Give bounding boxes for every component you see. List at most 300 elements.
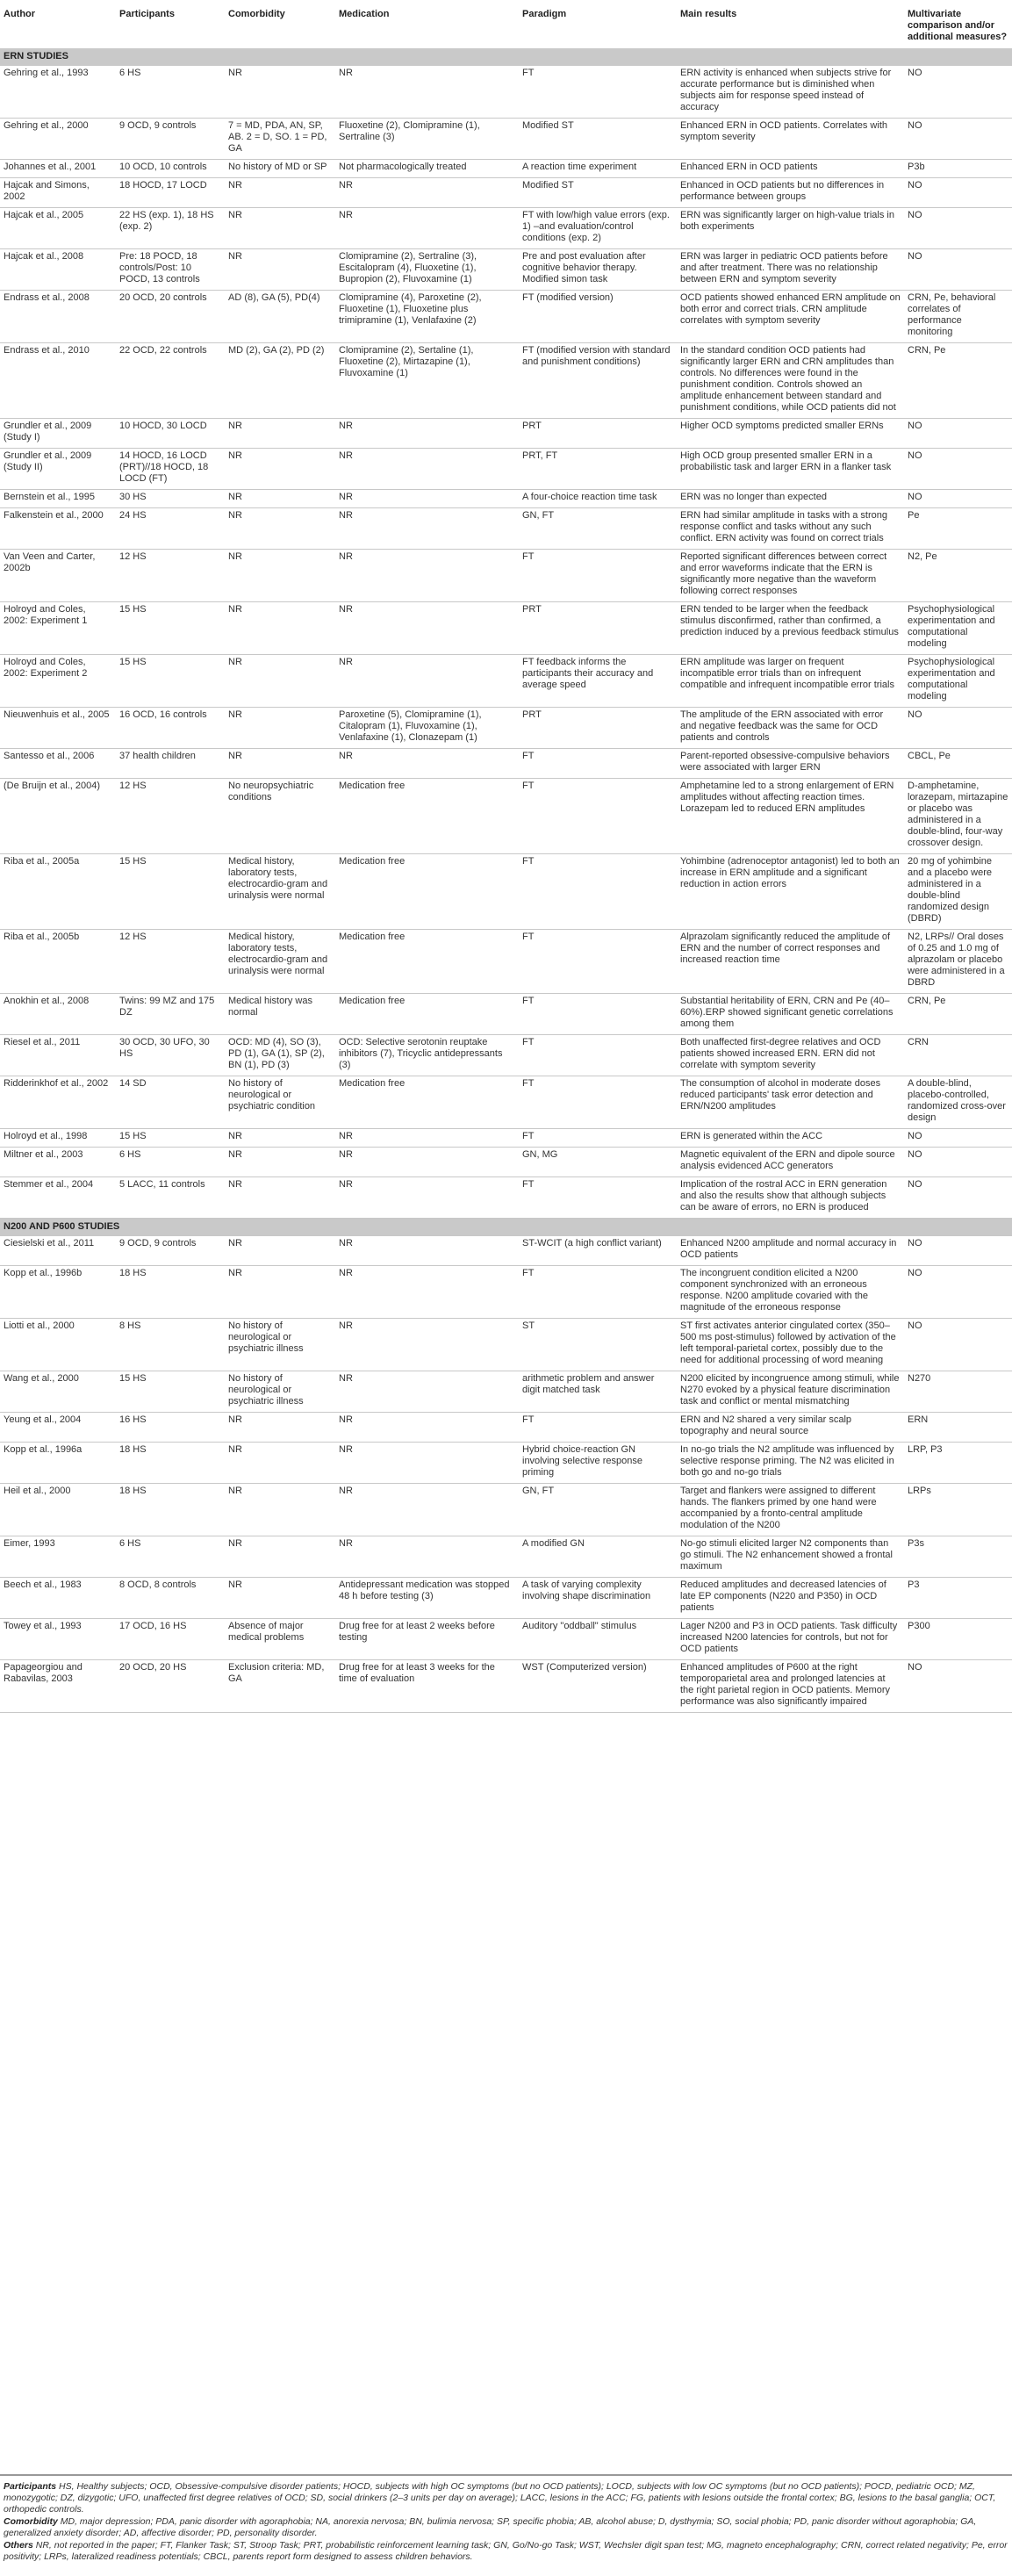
table-row bbox=[0, 1266, 1012, 1319]
table-cell: NR bbox=[225, 655, 335, 708]
table-cell: NR bbox=[225, 419, 335, 449]
table-cell: Clomipramine (2), Sertraline (3), Escitalopram (4), Fluoxetine (1), Bupropion (2), Fluvoxamine (1) bbox=[335, 249, 519, 291]
table-cell: FT bbox=[519, 1129, 677, 1148]
table-cell: ST-WCIT (a high conflict variant) bbox=[519, 1236, 677, 1266]
table-cell: NR bbox=[335, 1129, 519, 1148]
table-row bbox=[0, 1035, 1012, 1076]
table-footnotes bbox=[0, 2474, 1012, 2564]
table-cell: Ciesielski et al., 2011 bbox=[0, 1236, 116, 1266]
table-cell: Modified ST bbox=[519, 119, 677, 160]
table-row bbox=[0, 1484, 1012, 1536]
table-cell: The incongruent condition elicited a N200 component synchronized with an erroneous response. N200 amplitude covaried with the magnitude of the erroneous response bbox=[677, 1266, 904, 1319]
column-header: Comorbidity bbox=[228, 9, 285, 19]
table-cell: NO bbox=[904, 708, 1012, 749]
table-cell: 24 HS bbox=[116, 508, 225, 550]
table-cell: Paroxetine (5), Clomipramine (1), Citalopram (1), Fluvoxamine (1), Venlafaxine (1), Clonazepam (1) bbox=[335, 708, 519, 749]
table-cell: The amplitude of the ERN associated with error and negative feedback was the same for OCD patients and controls bbox=[677, 708, 904, 749]
table-cell: A double-blind, placebo-controlled, randomized cross-over design bbox=[904, 1076, 1012, 1129]
table-cell: No history of neurological or psychiatric condition bbox=[225, 1076, 335, 1129]
table-cell: Medication free bbox=[335, 930, 519, 994]
table-cell: Drug free for at least 3 weeks for the time of evaluation bbox=[335, 1660, 519, 1713]
table-cell: Ridderinkhof et al., 2002 bbox=[0, 1076, 116, 1129]
table-cell: N270 bbox=[904, 1371, 1012, 1413]
table-cell: No-go stimuli elicited larger N2 components than go stimuli. The N2 enhancement showed a frontal maximum bbox=[677, 1536, 904, 1578]
header-row bbox=[0, 0, 1012, 48]
table-cell: Target and flankers were assigned to different hands. The flankers primed by one hand were accompanied by a fronto-central amplitude modulation of the N200 bbox=[677, 1484, 904, 1536]
table-row bbox=[0, 930, 1012, 994]
table-cell: CRN, Pe bbox=[904, 343, 1012, 419]
table-cell: FT bbox=[519, 1177, 677, 1219]
table-cell: NO bbox=[904, 1660, 1012, 1713]
table-cell: ERN tended to be larger when the feedback stimulus disconfirmed, rather than confirmed, a prediction induced by a previous feedback stimulus bbox=[677, 602, 904, 655]
table-cell: A four-choice reaction time task bbox=[519, 490, 677, 508]
table-row bbox=[0, 1319, 1012, 1371]
table-cell: NO bbox=[904, 449, 1012, 490]
table-cell: Enhanced in OCD patients but no differences in performance between groups bbox=[677, 178, 904, 208]
table-cell: NR bbox=[225, 1484, 335, 1536]
table-cell: Hajcak et al., 2005 bbox=[0, 208, 116, 249]
table-cell: FT bbox=[519, 994, 677, 1035]
table-cell: NR bbox=[225, 66, 335, 119]
table-cell: 30 OCD, 30 UFO, 30 HS bbox=[116, 1035, 225, 1076]
table-cell: Grundler et al., 2009 (Study I) bbox=[0, 419, 116, 449]
table-cell: NO bbox=[904, 178, 1012, 208]
table-cell: 16 OCD, 16 controls bbox=[116, 708, 225, 749]
section-header-row bbox=[0, 1219, 1012, 1236]
table-row bbox=[0, 449, 1012, 490]
table-cell: CBCL, Pe bbox=[904, 749, 1012, 779]
table-cell: In the standard condition OCD patients had significantly larger ERN and CRN amplitudes than controls. No differences were found in the punishment condition. Controls showed an amplitude enhancement between standard and punishment conditions, while OCD patients did not bbox=[677, 343, 904, 419]
table-row bbox=[0, 854, 1012, 930]
footnote bbox=[4, 2516, 1008, 2539]
table-cell: ERN amplitude was larger on frequent incompatible error trials than on infrequent compatible and infrequent incompatible error trials bbox=[677, 655, 904, 708]
table-cell: NR bbox=[225, 1236, 335, 1266]
table-row bbox=[0, 1536, 1012, 1578]
table-cell: NO bbox=[904, 119, 1012, 160]
table-cell: 12 HS bbox=[116, 550, 225, 602]
table-cell: NR bbox=[335, 449, 519, 490]
table-cell: Yeung et al., 2004 bbox=[0, 1413, 116, 1443]
table-cell: NR bbox=[225, 1578, 335, 1619]
table-cell: Reduced amplitudes and decreased latencies of late EP components (N220 and P350) in OCD patients bbox=[677, 1578, 904, 1619]
table-cell: Psychophysiological experimentation and computational modeling bbox=[904, 602, 1012, 655]
table-cell: 37 health children bbox=[116, 749, 225, 779]
table-row bbox=[0, 178, 1012, 208]
table-cell: CRN, Pe, behavioral correlates of performance monitoring bbox=[904, 291, 1012, 343]
table-cell: Gehring et al., 1993 bbox=[0, 66, 116, 119]
table-cell: NR bbox=[335, 1236, 519, 1266]
table-cell: P3b bbox=[904, 160, 1012, 178]
table-row bbox=[0, 779, 1012, 854]
table-cell: FT bbox=[519, 854, 677, 930]
table-cell: 12 HS bbox=[116, 779, 225, 854]
table-cell: 14 HOCD, 16 LOCD (PRT)//18 HOCD, 18 LOCD (FT) bbox=[116, 449, 225, 490]
table-cell: NO bbox=[904, 1266, 1012, 1319]
table-cell: FT bbox=[519, 779, 677, 854]
table-cell: Enhanced ERN in OCD patients. Correlates with symptom severity bbox=[677, 119, 904, 160]
table-row bbox=[0, 508, 1012, 550]
table-cell: NR bbox=[335, 1177, 519, 1219]
table-cell: A task of varying complexity involving shape discrimination bbox=[519, 1578, 677, 1619]
table-cell: ST bbox=[519, 1319, 677, 1371]
table-cell: P3s bbox=[904, 1536, 1012, 1578]
table-row bbox=[0, 160, 1012, 178]
table-cell: ERN is generated within the ACC bbox=[677, 1129, 904, 1148]
table-cell: NR bbox=[225, 178, 335, 208]
table-cell: OCD: Selective serotonin reuptake inhibitors (7), Tricyclic antidepressants (3) bbox=[335, 1035, 519, 1076]
table-cell: Higher OCD symptoms predicted smaller ERNs bbox=[677, 419, 904, 449]
table-cell: Nieuwenhuis et al., 2005 bbox=[0, 708, 116, 749]
table-row bbox=[0, 602, 1012, 655]
table-cell: NR bbox=[335, 550, 519, 602]
table-cell: NO bbox=[904, 208, 1012, 249]
table-cell: GN, FT bbox=[519, 508, 677, 550]
table-cell: Hybrid choice-reaction GN involving selective response priming bbox=[519, 1443, 677, 1484]
table-cell: Eimer, 1993 bbox=[0, 1536, 116, 1578]
table-cell: Hajcak and Simons, 2002 bbox=[0, 178, 116, 208]
table-cell: 17 OCD, 16 HS bbox=[116, 1619, 225, 1660]
table-row bbox=[0, 208, 1012, 249]
table-header bbox=[0, 0, 1012, 48]
table-cell: NR bbox=[335, 508, 519, 550]
table-cell: NR bbox=[335, 655, 519, 708]
table-row bbox=[0, 1578, 1012, 1619]
table-row bbox=[0, 291, 1012, 343]
table-row bbox=[0, 343, 1012, 419]
table-cell: 7 = MD, PDA, AN, SP, AB. 2 = D, SO. 1 = PD, GA bbox=[225, 119, 335, 160]
table-cell: NR bbox=[225, 602, 335, 655]
table-cell: ERN was larger in pediatric OCD patients before and after treatment. There was no relationship between ERN and symptom severity bbox=[677, 249, 904, 291]
table-cell: 30 HS bbox=[116, 490, 225, 508]
footnote-label: Comorbidity bbox=[4, 2516, 58, 2527]
table-cell: N2, Pe bbox=[904, 550, 1012, 602]
table-cell: Towey et al., 1993 bbox=[0, 1619, 116, 1660]
table-cell: 10 HOCD, 30 LOCD bbox=[116, 419, 225, 449]
table-cell: 15 HS bbox=[116, 1371, 225, 1413]
footnote bbox=[4, 2481, 1008, 2515]
table-cell: FT feedback informs the participants their accuracy and average speed bbox=[519, 655, 677, 708]
table-cell: Absence of major medical problems bbox=[225, 1619, 335, 1660]
table-cell: NR bbox=[225, 1443, 335, 1484]
table-row bbox=[0, 550, 1012, 602]
table-row bbox=[0, 490, 1012, 508]
table-cell: Wang et al., 2000 bbox=[0, 1371, 116, 1413]
table-cell: FT bbox=[519, 1076, 677, 1129]
table-cell: NR bbox=[225, 550, 335, 602]
table-cell: Kopp et al., 1996a bbox=[0, 1443, 116, 1484]
table-cell: 9 OCD, 9 controls bbox=[116, 119, 225, 160]
table-cell: Medication free bbox=[335, 779, 519, 854]
table-cell: Liotti et al., 2000 bbox=[0, 1319, 116, 1371]
table-row bbox=[0, 1076, 1012, 1129]
table-cell: FT bbox=[519, 66, 677, 119]
table-cell: MD (2), GA (2), PD (2) bbox=[225, 343, 335, 419]
table-cell: Auditory "oddball" stimulus bbox=[519, 1619, 677, 1660]
table-row bbox=[0, 1443, 1012, 1484]
table-cell: NR bbox=[225, 1148, 335, 1177]
table-cell: FT bbox=[519, 550, 677, 602]
table-cell: Twins: 99 MZ and 175 DZ bbox=[116, 994, 225, 1035]
table-cell: 6 HS bbox=[116, 1536, 225, 1578]
table-cell: 14 SD bbox=[116, 1076, 225, 1129]
table-cell: Medication free bbox=[335, 994, 519, 1035]
table-cell: Stemmer et al., 2004 bbox=[0, 1177, 116, 1219]
table-cell: Medication free bbox=[335, 854, 519, 930]
table-cell: LRPs bbox=[904, 1484, 1012, 1536]
table-cell: P3 bbox=[904, 1578, 1012, 1619]
table-cell: 18 HOCD, 17 LOCD bbox=[116, 178, 225, 208]
column-header: Multivariate comparison and/or additional measures? bbox=[908, 9, 1008, 42]
table-cell: NR bbox=[225, 708, 335, 749]
table-cell: NO bbox=[904, 66, 1012, 119]
table-row bbox=[0, 66, 1012, 119]
table-cell: OCD patients showed enhanced ERN amplitude on both error and correct trials. CRN amplitude correlates with symptom severity bbox=[677, 291, 904, 343]
table-row bbox=[0, 1619, 1012, 1660]
table-row bbox=[0, 1371, 1012, 1413]
table-cell: NR bbox=[335, 1484, 519, 1536]
table-row bbox=[0, 749, 1012, 779]
table-cell: FT bbox=[519, 1035, 677, 1076]
table-cell: ERN and N2 shared a very similar scalp topography and neural source bbox=[677, 1413, 904, 1443]
table-cell: NR bbox=[335, 208, 519, 249]
table-cell: NR bbox=[225, 1413, 335, 1443]
table-cell: Holroyd and Coles, 2002: Experiment 1 bbox=[0, 602, 116, 655]
table-cell: arithmetic problem and answer digit matched task bbox=[519, 1371, 677, 1413]
table-cell: NR bbox=[335, 490, 519, 508]
table-cell: ST first activates anterior cingulated cortex (350–500 ms post-stimulus) followed by activation of the left temporal-parietal cortex, possibly due to the need for additional processing of word meaning bbox=[677, 1319, 904, 1371]
table-row bbox=[0, 1236, 1012, 1266]
table-cell: GN, FT bbox=[519, 1484, 677, 1536]
table-cell: Endrass et al., 2010 bbox=[0, 343, 116, 419]
table-cell: NR bbox=[225, 508, 335, 550]
table-cell: D-amphetamine, lorazepam, mirtazapine or placebo was administered in a double-blind, four-way crossover design. bbox=[904, 779, 1012, 854]
table-cell: 22 OCD, 22 controls bbox=[116, 343, 225, 419]
table-cell: Medical history was normal bbox=[225, 994, 335, 1035]
table-cell: P300 bbox=[904, 1619, 1012, 1660]
table-row bbox=[0, 655, 1012, 708]
table-cell: 10 OCD, 10 controls bbox=[116, 160, 225, 178]
table-cell: OCD: MD (4), SO (3), PD (1), GA (1), SP (2), BN (1), PD (3) bbox=[225, 1035, 335, 1076]
table-cell: NR bbox=[225, 749, 335, 779]
table-cell: Pe bbox=[904, 508, 1012, 550]
table-cell: Exclusion criteria: MD, GA bbox=[225, 1660, 335, 1713]
table-cell: 6 HS bbox=[116, 66, 225, 119]
table-cell: 6 HS bbox=[116, 1148, 225, 1177]
table-cell: 20 OCD, 20 HS bbox=[116, 1660, 225, 1713]
table-row bbox=[0, 1129, 1012, 1148]
table-cell: Pre and post evaluation after cognitive behavior therapy. Modified simon task bbox=[519, 249, 677, 291]
table-cell: Heil et al., 2000 bbox=[0, 1484, 116, 1536]
table-cell: NR bbox=[225, 1129, 335, 1148]
table-cell: Gehring et al., 2000 bbox=[0, 119, 116, 160]
table-cell: Clomipramine (4), Paroxetine (2), Fluoxetine (1), Fluoxetine plus trimipramine (1), Venlafaxine (2) bbox=[335, 291, 519, 343]
table-cell: NR bbox=[335, 1536, 519, 1578]
column-header: Medication bbox=[339, 9, 390, 19]
table-cell: 8 OCD, 8 controls bbox=[116, 1578, 225, 1619]
table-cell: NR bbox=[225, 208, 335, 249]
table-cell: 15 HS bbox=[116, 1129, 225, 1148]
table-cell: Substantial heritability of ERN, CRN and Pe (40–60%).ERP showed significant genetic correlations among them bbox=[677, 994, 904, 1035]
table-cell: FT (modified version with standard and punishment conditions) bbox=[519, 343, 677, 419]
table-cell: CRN bbox=[904, 1035, 1012, 1076]
table-cell: LRP, P3 bbox=[904, 1443, 1012, 1484]
table-cell: NR bbox=[335, 1371, 519, 1413]
table-cell: NR bbox=[335, 66, 519, 119]
table-cell: NR bbox=[335, 1413, 519, 1443]
table-cell: 16 HS bbox=[116, 1413, 225, 1443]
table-cell: Van Veen and Carter, 2002b bbox=[0, 550, 116, 602]
footnote bbox=[4, 2540, 1008, 2563]
table-cell: NO bbox=[904, 1177, 1012, 1219]
table-cell: N200 elicited by incongruence among stimuli, while N270 evoked by a physical feature discrimination task and conflict or mental mismatching bbox=[677, 1371, 904, 1413]
table-cell: No history of neurological or psychiatric illness bbox=[225, 1319, 335, 1371]
table-cell: High OCD group presented smaller ERN in a probabilistic task and larger ERN in a flanker task bbox=[677, 449, 904, 490]
table-cell: 20 mg of yohimbine and a placebo were administered in a double-blind randomized design (DBRD) bbox=[904, 854, 1012, 930]
table-row bbox=[0, 994, 1012, 1035]
table-cell: 8 HS bbox=[116, 1319, 225, 1371]
footnote-text: MD, major depression; PDA, panic disorder with agoraphobia; NA, anorexia nervosa; BN, bulimia nervosa; SP, specific phobia; AB, alcohol abuse; D, dysthymia; SO, social phobia; PD, panic disorder without agoraphobia; GA, generalized anxiety disorder; AD, affective disorder; PD, personality disorder. bbox=[4, 2516, 977, 2538]
table-cell: NR bbox=[335, 1266, 519, 1319]
table-cell: NR bbox=[335, 1443, 519, 1484]
table-cell: 9 OCD, 9 controls bbox=[116, 1236, 225, 1266]
table-cell: Drug free for at least 2 weeks before testing bbox=[335, 1619, 519, 1660]
table-cell: Enhanced amplitudes of P600 at the right temporoparietal area and prolonged latencies at the right parietal region in OCD patients. Memory performance was also significantly impaired bbox=[677, 1660, 904, 1713]
table-row bbox=[0, 1660, 1012, 1713]
table-cell: Kopp et al., 1996b bbox=[0, 1266, 116, 1319]
table-cell: Anokhin et al., 2008 bbox=[0, 994, 116, 1035]
table-cell: 12 HS bbox=[116, 930, 225, 994]
footnote-label: Participants bbox=[4, 2481, 57, 2492]
table-cell: (De Bruijn et al., 2004) bbox=[0, 779, 116, 854]
footnote-text: NR, not reported in the paper; FT, Flanker Task; ST, Stroop Task; PRT, probabilistic reinforcement learning task; GN, Go/No-go Task; WST, Wechsler digit span test; MG, magneto encephalography; CRN, correct related negativity; Pe, error positivity; LRPs, lateralized readiness potentials; CBCL, parents report form designed to assess children behaviors. bbox=[4, 2540, 1008, 2562]
table-cell: Endrass et al., 2008 bbox=[0, 291, 116, 343]
table-row bbox=[0, 249, 1012, 291]
table-row bbox=[0, 419, 1012, 449]
table-cell: PRT bbox=[519, 602, 677, 655]
table-cell: NR bbox=[225, 249, 335, 291]
table-cell: NR bbox=[225, 490, 335, 508]
table-cell: In no-go trials the N2 amplitude was influenced by selective response priming. The N2 was elicited in both go and no-go trials bbox=[677, 1443, 904, 1484]
table-cell: Holroyd and Coles, 2002: Experiment 2 bbox=[0, 655, 116, 708]
table-cell: Riesel et al., 2011 bbox=[0, 1035, 116, 1076]
table-cell: Not pharmacologically treated bbox=[335, 160, 519, 178]
table-cell: NR bbox=[225, 449, 335, 490]
table-cell: Yohimbine (adrenoceptor antagonist) led to both an increase in ERN amplitude and a significant reduction in action errors bbox=[677, 854, 904, 930]
column-header: Paradigm bbox=[522, 9, 567, 19]
table-body bbox=[0, 48, 1012, 1713]
table-cell: FT bbox=[519, 930, 677, 994]
section-header-row bbox=[0, 48, 1012, 66]
table-cell: ERN activity is enhanced when subjects strive for accurate performance but is diminished when subjects aim for response speed instead of accuracy bbox=[677, 66, 904, 119]
table-cell: Modified ST bbox=[519, 178, 677, 208]
column-header: Author bbox=[4, 9, 36, 19]
table-cell: Miltner et al., 2003 bbox=[0, 1148, 116, 1177]
table-cell: WST (Computerized version) bbox=[519, 1660, 677, 1713]
table-cell: Enhanced ERN in OCD patients bbox=[677, 160, 904, 178]
table-cell: Reported significant differences between correct and error waveforms indicate that the ERN is significantly more negative than the waveform following correct responses bbox=[677, 550, 904, 602]
table-cell: Beech et al., 1983 bbox=[0, 1578, 116, 1619]
table-row bbox=[0, 708, 1012, 749]
table-cell: 18 HS bbox=[116, 1443, 225, 1484]
table-cell: Amphetamine led to a strong enlargement of ERN amplitudes without affecting reaction times. Lorazepam led to reduced ERN amplitudes bbox=[677, 779, 904, 854]
table-cell: Pre: 18 POCD, 18 controls/Post: 10 POCD, 13 controls bbox=[116, 249, 225, 291]
table-cell: NR bbox=[225, 1536, 335, 1578]
table-cell: No history of MD or SP bbox=[225, 160, 335, 178]
table-cell: N2, LRPs// Oral doses of 0.25 and 1.0 mg of alprazolam or placebo were administered in a DBRD bbox=[904, 930, 1012, 994]
table-cell: Medical history, laboratory tests, electrocardio-gram and urinalysis were normal bbox=[225, 930, 335, 994]
table-cell: FT bbox=[519, 1413, 677, 1443]
table-cell: 5 LACC, 11 controls bbox=[116, 1177, 225, 1219]
table-cell: No neuropsychiatric conditions bbox=[225, 779, 335, 854]
table-cell: FT with low/high value errors (exp. 1) –and evaluation/control conditions (exp. 2) bbox=[519, 208, 677, 249]
table-cell: Both unaffected first-degree relatives and OCD patients showed increased ERN. ERN did not correlate with symptom severity bbox=[677, 1035, 904, 1076]
table-cell: NR bbox=[335, 1148, 519, 1177]
section-title: ERN STUDIES bbox=[0, 48, 1012, 66]
table-cell: NO bbox=[904, 1148, 1012, 1177]
table-row bbox=[0, 119, 1012, 160]
table-row bbox=[0, 1177, 1012, 1219]
table-cell: PRT bbox=[519, 708, 677, 749]
column-header: Main results bbox=[680, 9, 737, 19]
table-cell: NR bbox=[335, 1319, 519, 1371]
table-cell: Holroyd et al., 1998 bbox=[0, 1129, 116, 1148]
table-cell: ERN bbox=[904, 1413, 1012, 1443]
table-cell: Parent-reported obsessive-compulsive behaviors were associated with larger ERN bbox=[677, 749, 904, 779]
table-cell: No history of neurological or psychiatric illness bbox=[225, 1371, 335, 1413]
table-cell: NO bbox=[904, 1129, 1012, 1148]
table-cell: NO bbox=[904, 490, 1012, 508]
table-cell: NR bbox=[225, 1177, 335, 1219]
table-cell: 18 HS bbox=[116, 1484, 225, 1536]
table-cell: ERN was no longer than expected bbox=[677, 490, 904, 508]
table-cell: CRN, Pe bbox=[904, 994, 1012, 1035]
table-cell: NO bbox=[904, 1319, 1012, 1371]
table-cell: Riba et al., 2005b bbox=[0, 930, 116, 994]
column-header: Participants bbox=[119, 9, 175, 19]
table-cell: PRT, FT bbox=[519, 449, 677, 490]
table-cell: NR bbox=[335, 749, 519, 779]
table-cell: NO bbox=[904, 1236, 1012, 1266]
table-cell: A modified GN bbox=[519, 1536, 677, 1578]
table-cell: 15 HS bbox=[116, 602, 225, 655]
table-cell: Grundler et al., 2009 (Study II) bbox=[0, 449, 116, 490]
table-cell: Papageorgiou and Rabavilas, 2003 bbox=[0, 1660, 116, 1713]
table-cell: Medication free bbox=[335, 1076, 519, 1129]
footnote-label: Others bbox=[4, 2540, 33, 2551]
table-cell: A reaction time experiment bbox=[519, 160, 677, 178]
table-cell: AD (8), GA (5), PD(4) bbox=[225, 291, 335, 343]
table-cell: GN, MG bbox=[519, 1148, 677, 1177]
table-row bbox=[0, 1148, 1012, 1177]
table-cell: ERN was significantly larger on high-value trials in both experiments bbox=[677, 208, 904, 249]
table-cell: Medical history, laboratory tests, electrocardio-gram and urinalysis were normal bbox=[225, 854, 335, 930]
table-cell: NR bbox=[335, 419, 519, 449]
table-cell: 15 HS bbox=[116, 854, 225, 930]
table-cell: 15 HS bbox=[116, 655, 225, 708]
table-cell: NR bbox=[225, 1266, 335, 1319]
table-cell: Hajcak et al., 2008 bbox=[0, 249, 116, 291]
table-cell: Clomipramine (2), Sertaline (1), Fluoxetine (2), Mirtazapine (1), Fluvoxamine (1) bbox=[335, 343, 519, 419]
table-cell: NR bbox=[335, 602, 519, 655]
table-cell: Implication of the rostral ACC in ERN generation and also the results show that although subjects can be aware of errors, no ERN is produced bbox=[677, 1177, 904, 1219]
section-title: N200 AND P600 STUDIES bbox=[0, 1219, 1012, 1236]
table-cell: Johannes et al., 2001 bbox=[0, 160, 116, 178]
table-cell: Lager N200 and P3 in OCD patients. Task difficulty increased N200 latencies for controls, but not for OCD patients bbox=[677, 1619, 904, 1660]
table-cell: 18 HS bbox=[116, 1266, 225, 1319]
table-cell: FT (modified version) bbox=[519, 291, 677, 343]
table-cell: Psychophysiological experimentation and computational modeling bbox=[904, 655, 1012, 708]
footnote-text: HS, Healthy subjects; OCD, Obsessive-compulsive disorder patients; HOCD, subjects with high OC symptoms (but no OCD patients); LOCD, subjects with low OC symptoms (but no OCD patients); POCD, pediatric OCD; MZ, monozygotic; DZ, dizygotic; UFO, unaffected first degree relatives of OCD; SD, social drinkers (2–3 units per day on average); LACC, lesions in the ACC; FG, patients with lesions outside the frontal cortex; BG, lesions to the basal ganglia; OCT, orthopedic controls. bbox=[4, 2481, 996, 2515]
